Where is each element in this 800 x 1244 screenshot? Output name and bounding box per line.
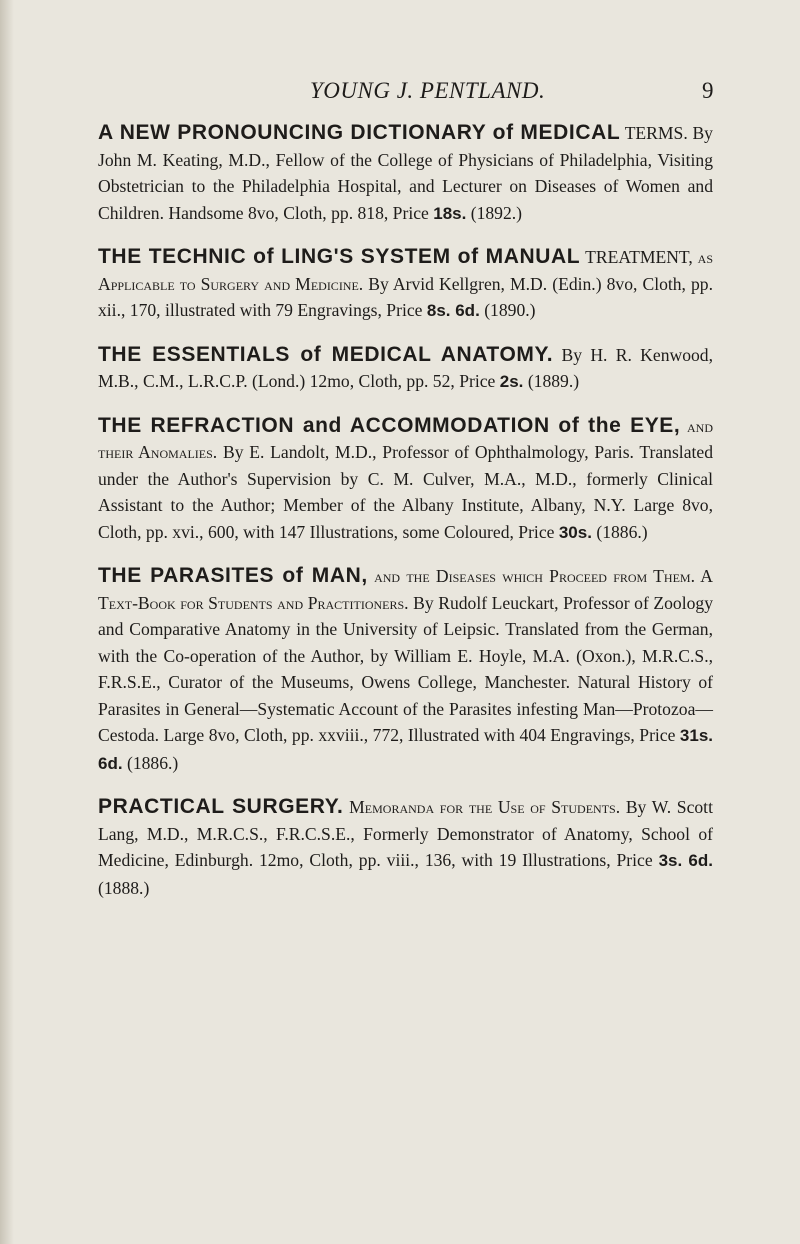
book-entry-parasites-of-man [98, 563, 713, 777]
book-description: By H. R. Kenwood, M.B., C.M., L.R.C.P. (Lond.) 12mo, Cloth, pp. 52, Price [98, 344, 713, 391]
book-entry-practical-surgery [98, 794, 713, 901]
book-description: By E. Landolt, M.D., Professor of Ophthalmology, Paris. Translated under the Author's Supervision by C. M. Culver, M.A., M.D., formerly Clinical Assistant to the Author; Member of the Albany Institute, Albany, N.Y. Large 8vo, Cloth, pp. xvi., 600, with 147 Illustrations, some Coloured, Price [98, 442, 713, 542]
book-year: (1886.) [596, 521, 648, 542]
book-description: TERMS. By John M. Keating, M.D., Fellow of the College of Physicians of Philadelphia, Visiting Obstetrician to the Philadelphia Hospital, and Lecturer on Diseases of Women and Children. Handsome 8vo, Cloth, pp. 818, Price [98, 123, 713, 223]
book-entry-refraction-eye [98, 413, 713, 547]
book-year: (1890.) [484, 300, 536, 320]
book-description: By Rudolf Leuckart, Professor of Zoology and Comparative Anatomy in the University of Leipsic. Translated from the German, with the Co-operation of the Author, by William E. Hoyle, M.A. (Oxon.), M.R.C.S., F.R.S.E., Curator of the Museums, Owens College, Manchester. Natural History of Parasites in General—Systematic Account of the Parasites infesting Man—Protozoa—Cestoda. Large 8vo, Cloth, pp. xxviii., 772, Illustrated with 404 Engravings, Price [98, 592, 713, 745]
book-price: 3s. 6d. [658, 851, 713, 870]
book-price: 8s. 6d. [426, 301, 480, 320]
book-description: By W. Scott Lang, M.D., M.R.C.S., F.R.C.S.E., Formerly Demonstrator of Anatomy, School of Medicine, Edinburgh. 12mo, Cloth, pp. viii., 136, with 19 Illustrations, Price [98, 797, 713, 870]
book-title: PRACTICAL SURGERY. [98, 795, 344, 818]
book-price: 30s. [558, 522, 592, 542]
book-price: 18s. [433, 203, 467, 223]
book-title: THE PARASITES of MAN, [98, 564, 368, 587]
page-edge-shadow [0, 0, 14, 1244]
book-entry-medical-anatomy [98, 342, 713, 396]
book-title: THE ESSENTIALS of MEDICAL ANATOMY. [98, 342, 554, 366]
book-subtitle: and the Diseases which Proceed from Them. A Text-Book for Students and Practitioners. [98, 566, 713, 613]
book-title: THE TECHNIC of LING'S SYSTEM of MANUAL [98, 245, 581, 268]
book-entry-medical-dictionary [98, 120, 713, 227]
book-description: By Arvid Kellgren, M.D. (Edin.) 8vo, Cloth, pp. xii., 170, illustrated with 79 Engravings, Price [98, 273, 714, 320]
book-title: A NEW PRONOUNCING DICTIONARY of MEDICAL [98, 121, 621, 144]
book-list [98, 120, 713, 918]
page-number: 9 [702, 78, 714, 103]
page-header [0, 78, 800, 112]
book-subtitle: TREATMENT, as Applicable to Surgery and Medicine. [98, 247, 713, 294]
book-subtitle: and their Anomalies. [98, 415, 713, 462]
book-year: (1889.) [527, 371, 580, 391]
book-year: (1892.) [470, 202, 523, 223]
running-head: YOUNG J. PENTLAND. [310, 78, 546, 103]
book-year: (1888.) [98, 877, 150, 898]
book-subtitle: Memoranda for the Use of Students. [349, 797, 621, 817]
book-year: (1886.) [126, 752, 179, 773]
book-title: THE REFRACTION and ACCOMMODATION of the EYE, [98, 413, 681, 437]
book-entry-lings-system [98, 244, 713, 325]
book-price: 31s. 6d. [98, 726, 713, 773]
book-price: 2s. [499, 372, 524, 391]
